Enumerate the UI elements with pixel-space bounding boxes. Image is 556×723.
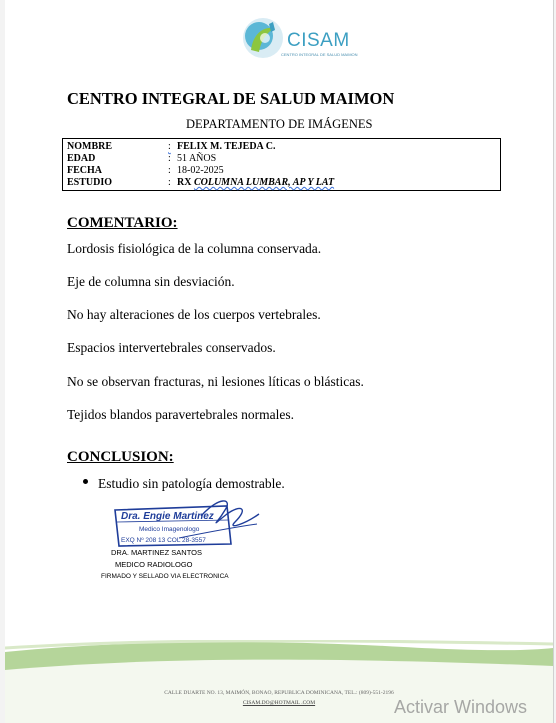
comentario-heading: COMENTARIO: [67, 215, 178, 231]
fecha-value: 18-02-2025 [177, 165, 224, 176]
fecha-label: FECHA [67, 165, 102, 176]
comentario-line: Eje de columna sin desviación. [67, 274, 235, 289]
edad-separator: : [168, 153, 171, 164]
comentario-line: No se observan fracturas, ni lesiones líticas o blásticas. [67, 374, 364, 389]
comentario-line: Lordosis fisiológica de la columna conservada. [67, 241, 322, 256]
bullet-icon [83, 477, 92, 486]
estudio-separator: : [168, 177, 171, 188]
stamp-line-2: Medico Imagenologo [139, 526, 200, 533]
fecha-separator: : [168, 165, 171, 176]
edad-value: 51 AÑOS [177, 153, 217, 164]
stamp-line-3: EXQ Nº 208 13 COL 28-3557 [121, 537, 206, 544]
nombre-separator: : [168, 141, 171, 152]
estudio-value-main: COLUMNA LUMBAR, AP Y LAT [193, 177, 335, 188]
comentario-line: Tejidos blandos paravertebrales normales. [67, 407, 294, 422]
conclusion-item: Estudio sin patología demostrable. [98, 476, 285, 491]
patient-info-box [62, 138, 501, 191]
department-title: DEPARTAMENTO DE IMÁGENES [186, 117, 373, 131]
nombre-label: NOMBRE [67, 141, 112, 152]
nombre-value: FELIX M. TEJEDA C. [177, 141, 276, 152]
estudio-value [177, 177, 334, 189]
signature-note: FIRMADO Y SELLADO VIA ELECTRONICA [101, 573, 229, 580]
stamp-line-1: Dra. Engie Martinez [121, 511, 214, 522]
page-title: CENTRO INTEGRAL DE SALUD MAIMON [67, 89, 395, 108]
signature-role: MEDICO RADIOLOGO [115, 560, 193, 569]
signature-name: DRA. MARTINEZ SANTOS [111, 548, 202, 557]
comentario-line: Espacios intervertebrales conservados. [67, 340, 276, 355]
edad-label: EDAD [67, 153, 96, 164]
windows-activation-watermark: Activar Windows [394, 697, 528, 717]
conclusion-heading: CONCLUSION: [67, 449, 174, 465]
estudio-value-prefix: RX [177, 177, 192, 188]
footer-email-link[interactable]: CISAM.DO@HOTMAIL .COM [242, 700, 316, 706]
logo-subtitle: CENTRO INTEGRAL DE SALUD MAIMON [281, 52, 358, 57]
footer-address: CALLE DUARTE NO. 13, MAIMÓN, BONAO, REPUBLICA DOMINICANA, TEL.: (809)-551-2196 [164, 690, 394, 696]
comentario-line: No hay alteraciones de los cuerpos vertebrales. [67, 307, 321, 322]
signature-stamp [109, 494, 269, 550]
estudio-label: ESTUDIO [67, 177, 113, 188]
document-page [5, 0, 554, 723]
logo-name: CISAM [287, 30, 350, 51]
